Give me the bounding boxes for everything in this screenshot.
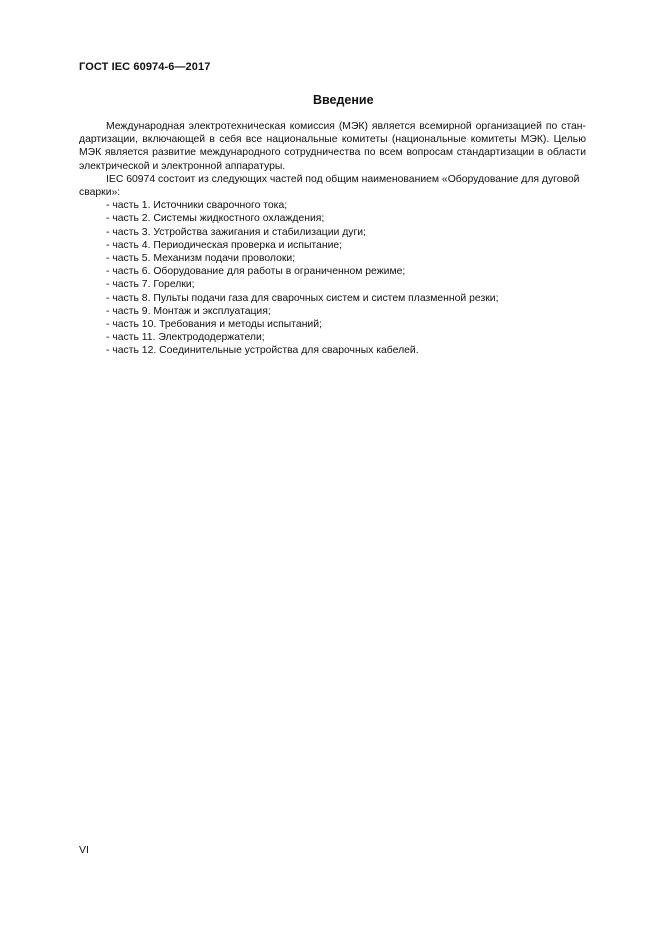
page-number: VI (79, 844, 89, 856)
list-item: - часть 4. Периодическая проверка и испытание; (106, 239, 343, 251)
list-item: - часть 1. Источники сварочного тока; (106, 200, 288, 212)
section-title: Введение (313, 93, 374, 107)
list-item: - часть 7. Горелки; (106, 279, 195, 291)
body-text (79, 120, 586, 358)
list-item: - часть 10. Требования и методы испытаний; (106, 319, 322, 331)
list-item: - часть 6. Оборудование для работы в ограниченном режиме; (106, 266, 406, 278)
list-item: - часть 2. Системы жидкостного охлаждения; (106, 213, 325, 225)
list-item: - часть 9. Монтаж и эксплуатация; (106, 305, 271, 317)
document-header: ГОСТ IEC 60974-6—2017 (79, 61, 211, 73)
parts-intro-paragraph: IEC 60974 состоит из следующих частей под общим наименованием «Оборудование для дуговой сварки»: (79, 173, 580, 199)
list-item: - часть 12. Соединительные устройства для сварочных кабелей. (106, 345, 419, 357)
list-item: - часть 11. Электрододержатели; (106, 332, 265, 344)
intro-paragraph: Международная электротехническая комиссия (МЭК) является всемирной организацией по стан-дартизации, включающей в себя все национальные комитеты (национальные комитеты МЭК). Целью МЭК является развитие международного сотрудничества по всем вопросам стандартизации в области электрической и электронной аппаратуры. (79, 121, 586, 172)
list-item: - часть 8. Пульты подачи газа для сварочных систем и систем плазменной резки; (106, 292, 499, 304)
parts-list (79, 199, 586, 357)
list-item: - часть 3. Устройства зажигания и стабилизации дуги; (106, 226, 366, 238)
list-item: - часть 5. Механизм подачи проволоки; (106, 253, 296, 265)
